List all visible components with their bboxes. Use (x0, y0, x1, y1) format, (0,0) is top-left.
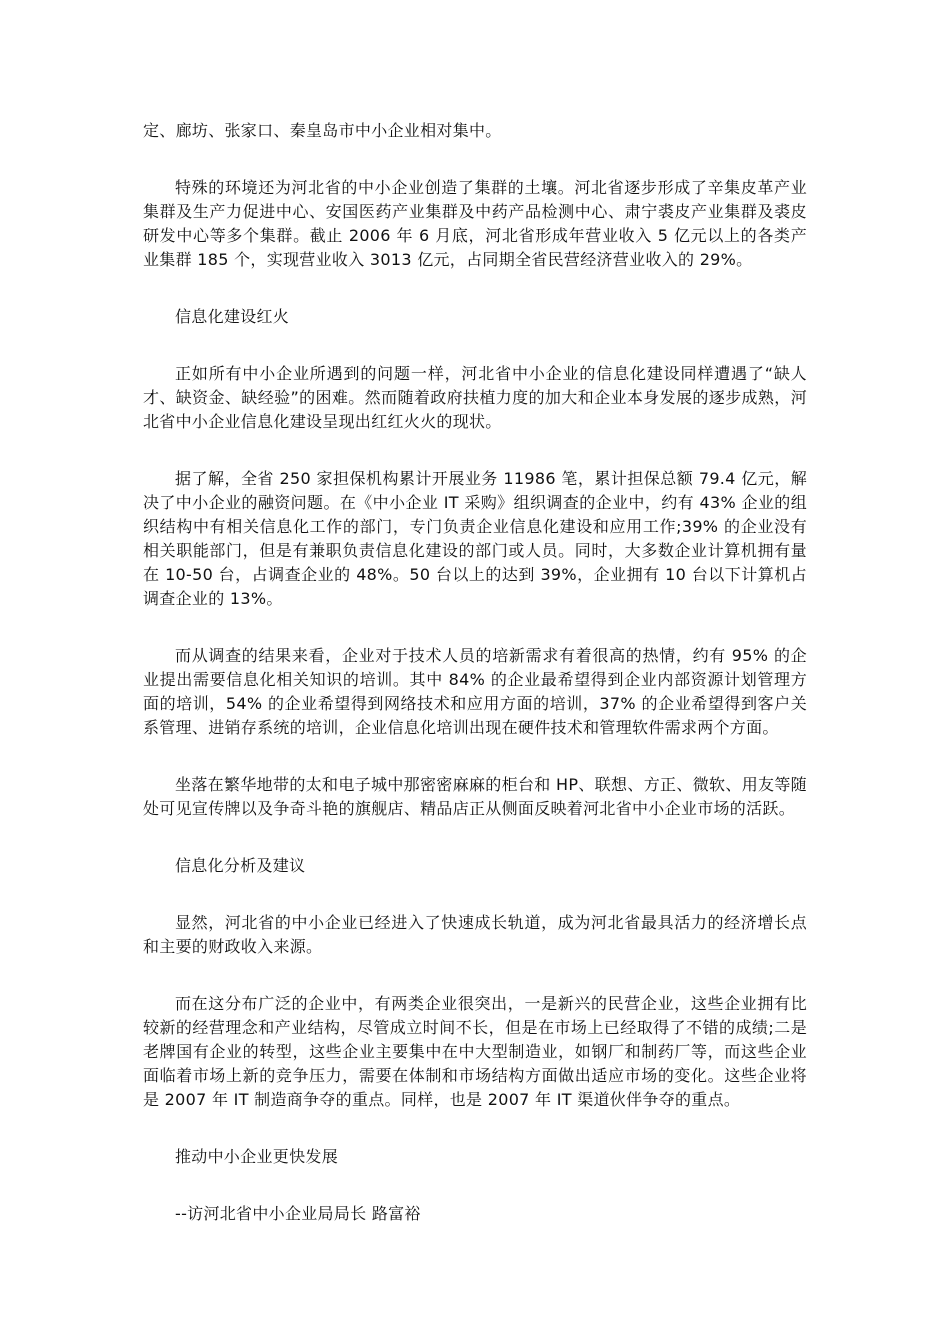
paragraph-training-needs: 而从调查的结果来看，企业对于技术人员的培新需求有着很高的热情，约有 95% 的企业提出需要信息化相关知识的培训。其中 84% 的企业最希望得到企业内部资源计划管理方面的培训，54% 的企业希望得到网络技术和应用方面的培训，37% 的企业希望得到客户关系管理、进销存系统的培训，企业信息化培训出现在硬件技术和管理软件需求两个方面。 (143, 646, 807, 737)
paragraph-difficulties: 正如所有中小企业所遇到的问题一样，河北省中小企业的信息化建设同样遭遇了“缺人才、缺资金、缺经验”的困难。然而随着政府扶植力度的加大和企业本身发展的逐步成熟，河北省中小企业信息化建设呈现出红红火火的现状。 (143, 364, 807, 431)
section-heading-development: 推动中小企业更快发展 (175, 1147, 339, 1166)
section-heading-informatization: 信息化建设红火 (175, 307, 290, 326)
paragraph-two-enterprise-types: 而在这分布广泛的企业中，有两类企业很突出，一是新兴的民营企业，这些企业拥有比较新的经营理念和产业结构，尽管成立时间不长，但是在市场上已经取得了不错的成绩;二是老牌国有企业的转型，这些企业主要集中在中大型制造业，如钢厂和制药厂等，而这些企业面临着市场上新的竞争压力，需要在体制和市场结构方面做出适应市场的变化。这些企业将是 2007 年 IT 制造商争夺的重点。同样，也是 2007 年 IT 渠道伙伴争夺的重点。 (143, 994, 807, 1109)
paragraph-continued: 定、廊坊、张家口、秦皇岛市中小企业相对集中。 (143, 121, 502, 140)
interview-subtitle: --访河北省中小企业局局长 路富裕 (175, 1204, 421, 1223)
paragraph-growth-track: 显然，河北省的中小企业已经进入了快速成长轨道，成为河北省最具活力的经济增长点和主要的财政收入来源。 (143, 913, 807, 956)
paragraph-industrial-clusters: 特殊的环境还为河北省的中小企业创造了集群的土壤。河北省逐步形成了辛集皮革产业集群及生产力促进中心、安国医药产业集群及中药产品检测中心、肃宁裘皮产业集群及裘皮研发中心等多个集群。截止 2006 年 6 月底，河北省形成年营业收入 5 亿元以上的各类产业集群 185 个，实现营业收入 3013 亿元，占同期全省民营经济营业收入的 29%。 (143, 178, 807, 269)
document-page (143, 119, 807, 1226)
paragraph-market-activity: 坐落在繁华地带的太和电子城中那密密麻麻的柜台和 HP、联想、方正、微软、用友等随处可见宣传牌以及争奇斗艳的旗舰店、精品店正从侧面反映着河北省中小企业市场的活跃。 (143, 775, 807, 818)
paragraph-survey-data: 据了解，全省 250 家担保机构累计开展业务 11986 笔，累计担保总额 79.4 亿元，解决了中小企业的融资问题。在《中小企业 IT 采购》组织调查的企业中，约有 43% 企业的组织结构中有相关信息化工作的部门，专门负责企业信息化建设和应用工作;39% 的企业没有相关职能部门，但是有兼职负责信息化建设的部门或人员。同时，大多数企业计算机拥有量在 10-50 台，占调查企业的 48%。50 台以上的达到 39%，企业拥有 10 台以下计算机占调查企业的 13%。 (143, 469, 807, 608)
section-heading-analysis: 信息化分析及建议 (175, 856, 306, 875)
